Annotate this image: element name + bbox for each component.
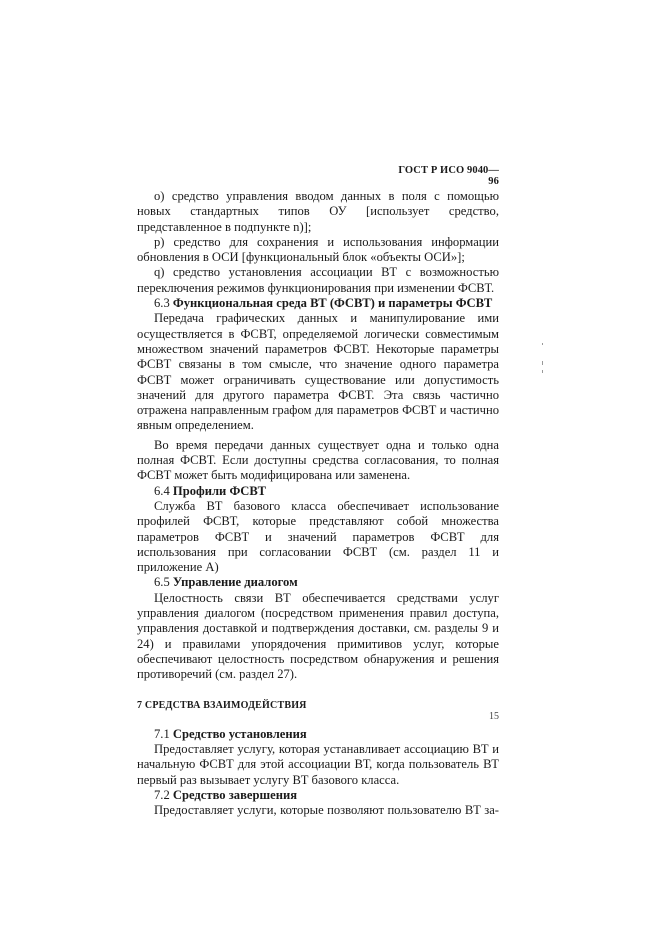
standard-code-header: ГОСТ Р ИСО 9040—96 — [398, 165, 499, 187]
list-item-p: p) средство для сохранения и использования информации обновления в ОСИ [функциональный блок «объекты ОСИ»]; — [137, 234, 499, 265]
subsection-heading-7-1 — [137, 727, 499, 742]
paragraph: Предоставляет услугу, которая устанавливает ассоциацию ВТ и начальную ФСВТ для этой ассоциации ВТ, когда пользователь ВТ первый раз вызывает услугу ВТ базового класса. — [137, 742, 499, 787]
paragraph: Передача графических данных и манипулирование ими осуществляется в ФСВТ, определяемой логически совместимым множеством значений параметров ФСВТ. Некоторые параметры ФСВТ связаны в том смысле, что значение одного параметра ФСВТ может ограничивать существование или допустимость значений для другого параметра ФСВТ. Эта связь частично отражена направленным графом для параметров ФСВТ и частично явным определением. — [137, 311, 499, 433]
paragraph: Служба ВТ базового класса обеспечивает использование профилей ФСВТ, которые представляют собой множества параметров ФСВТ и значений параметров ФСВТ для использования при согласовании ФСВТ (см. раздел 11 и приложение А) — [137, 498, 499, 575]
subsection-heading-7-2 — [137, 788, 499, 803]
list-item-q: q) средство установления ассоциации ВТ с возможностью переключения режимов функционирования при изменении ФСВТ. — [137, 265, 499, 295]
subsection-title: Средство завершения — [172, 787, 298, 802]
subsection-title: Управление диалогом — [172, 575, 298, 590]
subsection-heading-6-4 — [137, 484, 499, 499]
scan-artifact — [542, 361, 543, 365]
paragraph: Целостность связи ВТ обеспечивается средствами услуг управления диалогом (посредством применения правил доступа, управления доставкой и подтверждения доставки, см. разделы 9 и 24) и правилами упорядочения примитивов услуг, которые обеспечивают целостность посредством обнаружения и решения противоречий (см. раздел 27). — [137, 590, 499, 682]
subsection-number: 6.3 — [154, 296, 170, 311]
subsection-number: 7.2 — [154, 787, 170, 802]
paragraph: Предоставляет услуги, которые позволяют пользователю ВТ за- — [154, 803, 499, 818]
scan-artifact — [542, 343, 543, 345]
subsection-number: 7.1 — [154, 726, 170, 741]
subsection-title: Средство установления — [172, 726, 307, 741]
subsection-heading-6-5 — [137, 575, 499, 590]
subsection-number: 6.5 — [154, 575, 170, 590]
list-item-o: o) средство управления вводом данных в поля с помощью новых стандартных типов ОУ [использует средство, представленное в подпункте n)]; — [137, 189, 499, 234]
scan-artifact — [542, 370, 543, 373]
page-number: 15 — [489, 711, 499, 722]
subsection-heading-6-3 — [137, 296, 499, 311]
body-text — [137, 189, 499, 819]
paragraph: Во время передачи данных существует одна и только одна полная ФСВТ. Если доступны средства согласования, то полная ФСВТ может быть модифицирована или заменена. — [137, 437, 499, 483]
section-heading-7: 7 СРЕДСТВА ВЗАИМОДЕЙСТВИЯ — [137, 699, 307, 711]
subsection-title: Функциональная среда ВТ (ФСВТ) и параметры ФСВТ — [172, 296, 493, 311]
subsection-number: 6.4 — [154, 483, 170, 498]
subsection-title: Профили ФСВТ — [172, 483, 266, 498]
